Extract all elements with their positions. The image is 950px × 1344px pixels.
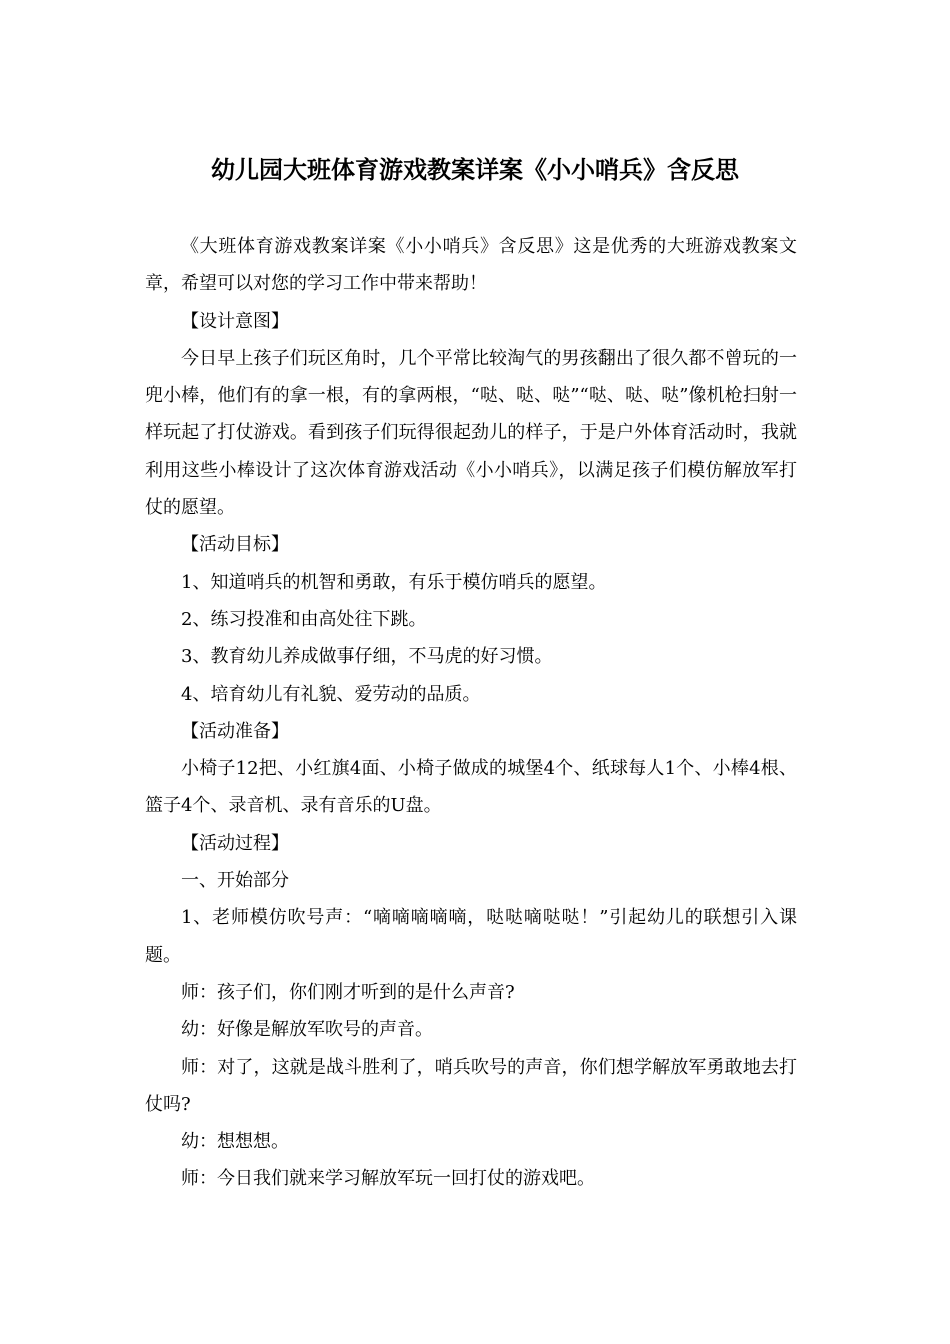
- goal-item: 1、知道哨兵的机智和勇敢，有乐于模仿哨兵的愿望。: [181, 571, 607, 593]
- intro-paragraph: 《大班体育游戏教案详案《小小哨兵》含反思》这是优秀的大班游戏教案文章，希望可以对您的学习工作中带来帮助！: [145, 236, 797, 295]
- document-body: [145, 228, 797, 1198]
- dialogue-line: 幼：想想想。: [181, 1131, 289, 1153]
- design-intent-paragraph: 今日早上孩子们玩区角时，几个平常比较淘气的男孩翻出了很久都不曾玩的一兜小棒，他们有的拿一根，有的拿两根，“哒、哒、哒”“哒、哒、哒”像机枪扫射一样玩起了打仗游戏。看到孩子们玩得很起劲儿的样子，于是户外体育活动时，我就利用这些小棒设计了这次体育游戏活动《小小哨兵》，以满足孩子们模仿解放军打仗的愿望。: [145, 347, 797, 519]
- section-heading-design-intent: 【设计意图】: [181, 310, 289, 332]
- process-step: 1、老师模仿吹号声：“嘀嘀嘀嘀嘀，哒哒嘀哒哒！”引起幼儿的联想引入课题。: [145, 907, 797, 966]
- preparation-paragraph: 小椅子12把、小红旗4面、小椅子做成的城堡4个、纸球每人1个、小棒4根、篮子4个、录音机、录有音乐的U盘。: [145, 758, 797, 817]
- goal-item: 2、练习投准和由高处往下跳。: [181, 608, 427, 630]
- goal-item: 3、教育幼儿养成做事仔细，不马虎的好习惯。: [181, 646, 553, 668]
- subsection-heading-start: 一、开始部分: [181, 870, 289, 892]
- dialogue-line: 师：对了，这就是战斗胜利了，哨兵吹号的声音，你们想学解放军勇敢地去打仗吗?: [145, 1056, 797, 1115]
- goal-item: 4、培育幼儿有礼貌、爱劳动的品质。: [181, 683, 481, 705]
- section-heading-preparation: 【活动准备】: [181, 720, 289, 742]
- dialogue-line: 幼：好像是解放军吹号的声音。: [181, 1019, 433, 1041]
- dialogue-line: 师：今日我们就来学习解放军玩一回打仗的游戏吧。: [181, 1168, 595, 1190]
- dialogue-line: 师：孩子们，你们刚才听到的是什么声音?: [181, 981, 515, 1003]
- document-title: 幼儿园大班体育游戏教案详案《小小哨兵》含反思: [211, 156, 739, 184]
- section-heading-goals: 【活动目标】: [181, 534, 289, 556]
- section-heading-process: 【活动过程】: [181, 832, 289, 854]
